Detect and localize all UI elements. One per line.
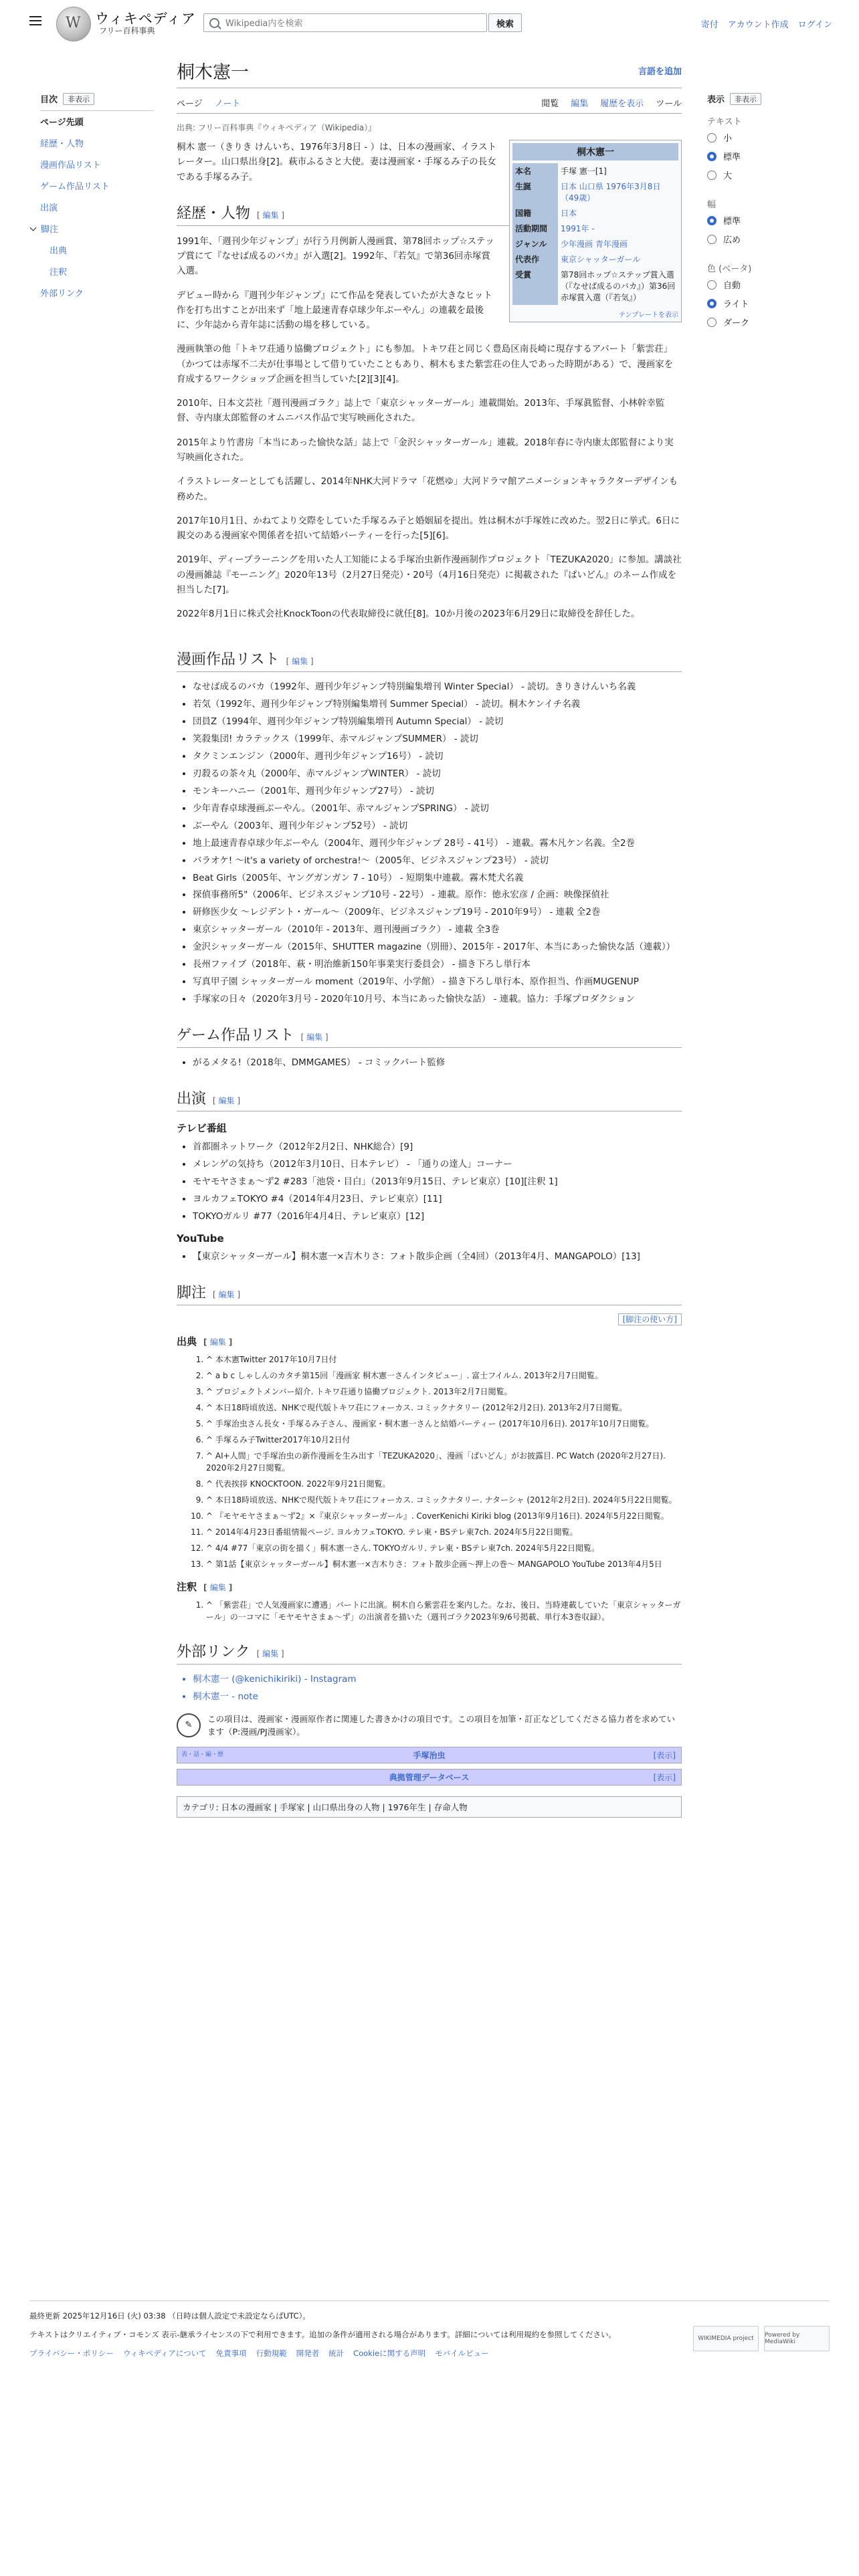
note-item: 1. ^ 「紫雲荘」で人気漫画家に遭遇」パートに出演。桐木自ら紫雲荘を案内した。なお、後日、当時連載していた「東京シャッターガール」の一コマに「モヤモヤさまぁ～ず」の出演者を描いた（週刊ゴラク2023年9/6号掲載、単行本3巻収録）。 — [206, 1599, 682, 1623]
infobox-title: 桐木憲一 — [512, 143, 678, 160]
infobox-value[interactable]: 日本 — [561, 209, 577, 218]
toc-item-games[interactable]: ゲーム作品リスト — [40, 182, 110, 192]
radio-label: 小 — [723, 134, 733, 144]
toc-item-appear[interactable]: 出演 — [40, 203, 58, 213]
external-link[interactable]: • 桐木憲一 - note — [193, 1690, 682, 1704]
category-bar[interactable]: カテゴリ: 日本の漫画家 | 手塚家 | 山口県出身の人物 | 1976年生 | 存命人物 — [177, 1796, 682, 1818]
list-item: • 長州ファイブ（2018年、萩・明治維新150年事業実行委員会） - 描き下ろし単行本 — [193, 958, 682, 972]
list-item: • なせば成るのバカ（1992年、週刊少年ジャンプ特別編集増刊 Winter Special） - 読切。きりきけんいち名義 — [193, 680, 682, 694]
toc-item-notes[interactable]: 脚注 — [41, 225, 59, 235]
edit-link[interactable]: 編集 — [218, 1095, 235, 1105]
list-item: • 少年青春卓球漫画ぶーやん。（2001年、赤マルジャンプSPRING） - 読切 — [193, 802, 682, 816]
infobox-value[interactable]: 東京シャッターガール — [561, 255, 641, 264]
infobox-value[interactable]: 日本 山口県 1976年3月8日（49歳） — [561, 182, 661, 203]
radio-label: 自動 — [723, 281, 741, 291]
edit-link[interactable]: 編集 — [262, 1649, 279, 1659]
toc-title: 目次 — [40, 95, 58, 105]
radio-large[interactable] — [707, 171, 717, 180]
list-item: • ヨルカフェTOKYO #4（2014年4月23日、テレビ東京）[11] — [193, 1192, 682, 1206]
list-item: • がるメタる!（2018年、DMMGAMES） - コミックパート監修 — [193, 1056, 682, 1070]
wikimedia-badge[interactable]: WIKIMEDIA project — [693, 2326, 759, 2351]
infobox-value[interactable]: 1991年 - — [561, 224, 595, 233]
section-games-title: ゲーム作品リスト — [177, 1027, 294, 1044]
list-item: • メレンゲの気持ち（2012年3月10日、日本テレビ） - 「通りの達人」コーナー — [193, 1158, 682, 1172]
tab-history[interactable]: 履歴を表示 — [600, 99, 644, 109]
section-manga-title: 漫画作品リスト — [177, 651, 280, 669]
logo-subtitle: フリー百科事典 — [99, 26, 155, 35]
infobox — [509, 140, 682, 322]
radio-color-light[interactable] — [707, 299, 717, 308]
radio-standard[interactable] — [707, 152, 717, 161]
width-label: 幅 — [707, 200, 717, 210]
infobox-value: 手塚 憲一[1] — [561, 167, 607, 176]
article-source: 出典: フリー百科事典『ウィキペディア（Wikipedia）』 — [177, 123, 377, 132]
section-external-title: 外部リンク — [177, 1644, 250, 1661]
appearance-title: 表示 — [707, 95, 725, 105]
youtube-subheading: YouTube — [177, 1232, 224, 1245]
infobox-key: 受賞 — [512, 267, 558, 305]
site-header — [0, 0, 859, 43]
radio-width-wide[interactable] — [707, 235, 717, 244]
tab-talk[interactable]: ノート — [214, 99, 241, 109]
list-item: • 笑殺集団! カラテックス（1999年、赤マルジャンプSUMMER） - 読切 — [193, 732, 682, 746]
paragraph: 2010年、日本文芸社「週刊漫画ゴラク」誌上で「東京シャッターガール」連載開始。2013年、手塚眞監督、小林幹幸監督、寺内康太郎監督のオムニバス作品で実写映画化された。 — [177, 398, 665, 424]
mediawiki-badge[interactable]: Powered by MediaWiki — [764, 2326, 830, 2351]
edit-link[interactable]: 編集 — [306, 1032, 323, 1042]
navbox-vte[interactable]: 表・話・編・歴 — [181, 1751, 224, 1758]
intro-paragraph: 桐木 憲一（きりき けんいち、1976年3月8日 - ）は、日本の漫画家、イラストレーター。山口県出身[2]。萩市ふるさと大使。妻は漫画家・手塚るみ子の長女である手塚るみ子。 — [177, 142, 497, 183]
infobox-key: 国籍 — [512, 205, 558, 221]
infobox-key: 本名 — [512, 163, 558, 179]
appearance-hide-button[interactable]: 非表示 — [730, 93, 761, 105]
appearance-panel — [707, 92, 828, 334]
paragraph: イラストレーターとしても活躍し、2014年NHK大河ドラマ「花燃ゆ」大河ドラマ館アニメーションキャラクターデザインも務めた。 — [177, 476, 678, 502]
search-box[interactable] — [203, 13, 487, 32]
page-title: 桐木憲一 — [177, 58, 682, 88]
table-of-contents — [40, 92, 154, 308]
infobox-key: 生誕 — [512, 179, 558, 205]
footer-link[interactable]: ウィキペディアについて — [122, 2349, 207, 2358]
reference-item: 6. ^ 手塚るみ子Twitter2017年10月2日付 — [206, 1434, 682, 1446]
user-links — [701, 17, 832, 30]
login-link[interactable]: ログイン — [797, 20, 832, 30]
section-career-title: 経歴・人物 — [177, 205, 251, 222]
tab-edit[interactable]: 編集 — [571, 99, 589, 109]
infobox-key: 代表作 — [512, 251, 558, 267]
footer-link[interactable]: Cookieに関する声明 — [353, 2349, 426, 2358]
list-item: • ぶーやん（2003年、週刊少年ジャンプ52号） - 読切 — [193, 819, 682, 833]
footer-link[interactable]: 免責事項 — [215, 2349, 247, 2358]
paragraph: 2019年、ディープラーニングを用いた人工知能による手塚治虫新作漫画制作プロジェクト「TEZUKA2020」に参加。講談社の漫画雑誌『モーニング』2020年13号（2月27日発売）・20号（4月16日発売）に掲載された『ぱいどん』のネーム作成を担当した[7]。 — [177, 554, 682, 595]
paragraph: 1991年、「週刊少年ジャンプ」が行う月例新人漫画賞、第78回ホップ☆ステップ賞にて『なせば成るのバカ』が入選[2]。1992年、『若気』で第36回赤塚賞入選。 — [177, 235, 494, 277]
toc-item-career[interactable]: 経歴・人物 — [40, 139, 84, 149]
sources-subheading: 出典 — [177, 1335, 197, 1348]
edit-link[interactable]: 編集 — [262, 210, 279, 220]
list-item: • 若気（1992年、週刊少年ジャンプ特別編集増刊 Summer Special） - 読切。桐木ケンイチ名義 — [193, 697, 682, 712]
infobox-key: 活動期間 — [512, 221, 558, 236]
navbox-show-button[interactable]: [表示] — [653, 1772, 676, 1782]
chevron-down-icon[interactable] — [30, 225, 37, 231]
reference-item: 10. ^ 『モヤモヤさまぁ～ず2』×『東京シャッターガール』. CoverKenichi Kiriki blog (2013年9月16日). 2024年5月22日閲覧。 — [206, 1510, 682, 1522]
infobox-value[interactable]: 少年漫画 青年漫画 — [561, 239, 628, 249]
edit-link[interactable]: 編集 — [292, 657, 308, 667]
toc-item-manga[interactable]: 漫画作品リスト — [40, 160, 101, 171]
tab-read[interactable]: 閲覧 — [541, 99, 559, 109]
list-item: • 東京シャッターガール（2010年 - 2013年、週刊漫画ゴラク） - 連載 全3巻 — [193, 923, 682, 937]
page-tabs — [177, 96, 682, 114]
section-notes-title: 脚注 — [177, 1285, 207, 1302]
list-item: • モヤモヤさまぁ～ず2 #283「池袋・目白」（2013年9月15日、テレビ東京）[10][注釈 1] — [193, 1175, 682, 1189]
radio-label: ライト — [723, 300, 749, 310]
list-item: • 刃殺るの茶々丸（2000年、赤マルジャンプWINTER） - 読切 — [193, 767, 682, 781]
search-button[interactable]: 検索 — [488, 13, 522, 32]
tab-tools[interactable]: ツール — [656, 99, 682, 109]
navbox-title[interactable]: 典拠管理データベース — [389, 1772, 470, 1782]
footer-link[interactable]: プライバシー・ポリシー — [29, 2349, 114, 2358]
list-item: • 写真甲子園 シャッターガール moment（2019年、小学館） - 描き下ろし単行本、原作担当、作画MUGENUP — [193, 975, 682, 989]
navbox-authority — [177, 1769, 682, 1786]
stub-text: この項目は、漫画家・漫画原作者に関連した書きかけの項目です。この項目を加筆・訂正などしてくださる協力者を求めています（P:漫画/PJ漫画家）。 — [207, 1714, 676, 1737]
reference-item: 12. ^ 4/4 #77「東京の街を描く」桐木憲一さん. TOKYOガルリ. テレ東・BSテレ東7ch. 2024年5月22日閲覧。 — [206, 1542, 682, 1554]
toc-item-top[interactable]: ページ先頭 — [40, 118, 84, 128]
list-item: • Beat Girls（2005年、ヤングガンガン 7 - 10号） - 短期集中連載。霧木梵犬名義 — [193, 871, 682, 885]
stub-notice — [177, 1713, 682, 1739]
footer-link[interactable]: 開発者 — [296, 2349, 320, 2358]
license-text: テキストはクリエイティブ・コモンズ 表示-継承ライセンスの下で利用できます。追加の条件が適用される場合があります。詳細については利用規約を参照してください。 — [29, 2330, 616, 2339]
toc-sub-notes[interactable]: 注釈 — [50, 267, 68, 278]
reference-item: 9. ^ 本日18時頃放送、NHKで現代版トキワ荘にフォーカス. コミックナタリー. ナターシャ (2012年2月2日). 2024年5月22日閲覧。 — [206, 1494, 682, 1506]
stub-icon: ✎ — [177, 1713, 201, 1737]
footer-link[interactable]: モバイルビュー — [435, 2349, 489, 2358]
toc-item-external[interactable]: 外部リンク — [40, 289, 84, 299]
tab-page[interactable]: ページ — [177, 99, 203, 109]
edit-link[interactable]: 編集 — [209, 1337, 226, 1348]
article: 桐木憲一 言語を追加 ページ ノート 閲覧 編集 履歴を表示 ツール 出典: フリー百科事典『ウィキペディア（Wikipedia）』 桐木憲一 本名 手塚 憲一[1] 生誕 日本 山口県 1976年3月8日（49歳） 国籍 日本 活動期間 1991年 - ジャンル 少年漫画 青年漫画 代表作 東京シャッターガール 受賞 第78回ホップ☆ステップ賞入選（『なせば成るのバカ』）第36回赤塚賞入選（『若気』） テンプレートを表示 桐木 憲一（きりき けんいち、1976年3月8日 - ）は、日本の漫画家、イラストレーター。山口県出身[2]。萩市ふるさと大使。妻は漫画家・手塚るみ子の長女である手塚るみ子。 経歴・人物 [ 編集 ] 1991年、「週刊少年ジャンプ」が行う月例新人漫画賞、第78回ホップ☆ステップ賞にて『なせば成るのバカ』が入選[2]。1992年、『若気』で第36回赤塚賞入選。 デビュー時から『週刊少年ジャンプ』にて作品を発表していたが大きなヒット作を打ち出すことが出来ず「地上最速青春卓球少年ぶーやん」の連載を最後に、少年誌から青年誌に活動の場を移している。 漫画執筆の他「トキワ荘通り協働プロジェクト」にも参加。トキワ荘と同じく豊島区南長崎に現存するアパート「紫雲荘」（かつては赤塚不二夫が仕事場として借りていたこともあり、桐木もまた紫雲荘の住人であった時期がある）で、漫画家を育成するワークショップ企画を担当していた[2][3][4]。 2010年、日本文芸社「週刊漫画ゴラク」誌上で「東京シャッターガール」連載開始。2013年、手塚眞監督、小林幹幸監督、寺内康太郎監督のオムニバス作品で実写映画化された。 2015年より竹書房「本当にあった愉快な話」誌上で「金沢シャッターガール」連載。2018年春に寺内康太郎監督により実写映画化された。 イラストレーターとしても活躍し、2014年NHK大河ドラマ「花燃ゆ」大河ドラマ館アニメーションキャラクターデザインも務めた。 2017年10月1日、かねてより交際をしていた手塚るみ子と婚姻届を提出。姓は桐木が手塚姓に改めた。翌2日に挙式。6日に親交のある漫画家や関係者を招いて結婚パーティーを行った[5][6]。 2019年、ディープラーニングを用いた人工知能による手塚治虫新作漫画制作プロジェクト「TEZUKA2020」に参加。講談社の漫画雑誌『モーニング』2020年13号（2月27日発売）・20号（4月16日発売）に掲載された『ぱいどん』のネーム作成を担当した[7]。 2022年8月1日に株式会社KnockToonの代表取締役に就任[8]。10か月後の2023年6月29日に取締役を辞任した。 漫画作品リスト [ 編集 ] • なせば成るのバカ（1992年、週刊少年ジャンプ特別編集増刊 Winter Special） - 読切。きりきけんいち名義 • 若気（1992年、週刊少年ジャンプ特別編集増刊 Summer Special） - 読切。桐木ケンイチ名義 • 団員Z（1994年、週刊少年ジャンプ特別編集増刊 Autumn Special） - 読切 • 笑殺集団! カラテックス（1999年、赤マルジャンプSUMMER） - 読切 • タクミンエンジン（2000年、週刊少年ジャンプ16号） - 読切 • 刃殺るの茶々丸（2000年、赤マルジャンプWINTER） - 読切 • モンキーハニー（2001年、週刊少年ジャンプ27号） - 読切 • 少年青春卓球漫画ぶーやん。（2001年、赤マルジャンプSPRING） - 読切 • ぶーやん（2003年、週刊少年ジャンプ52号） - 読切 • 地上最速青春卓球少年ぶーやん（2004年、週刊少年ジャンプ 28号 - 41号） - 連載。霧木凡ケン名義。全2巻 • バラオケ! 〜it's a variety of orchestra!〜（2005年、ビジネスジャンプ23号） - 読切 • Beat Girls（2005年、ヤングガンガン 7 - 10号） - 短期集中連載。霧木梵犬名義 • 探偵事務所5"（2006年、ビジネスジャンプ10号 - 22号） - 連載。原作：徳永宏彦 / 企画：映像探偵社 • 研修医少女 〜レジデント・ガール〜（2009年、ビジネスジャンプ19号 - 2010年9号） - 連載 全2巻 • 東京シャッターガール（2010年 - 2013年、週刊漫画ゴラク） - 連載 全3巻 • 金沢シャッターガール（2015年、SHUTTER magazine（別冊）、2015年 - 2017年、本当にあった愉快な話（連載）） • 長州ファイブ（2018年、萩・明治維新150年事業実行委員会） - 描き下ろし単行本 • 写真甲子園 シャッターガール moment（2019年、小学館） - 描き下ろし単行本、原作担当、作画MUGENUP • 手塚家の日々（2020年3月号 - 2020年10月号、本当にあった愉快な話） - 連載。協力：手塚プロダクション ゲーム作品リスト [ 編集 ] • がるメタる!（2018年、DMMGAMES） - コミックパート監修 出演 [ 編集 ] テレビ番組 • 首都圏ネットワーク（2012年2月2日、NHK総合）[9] • メレンゲの気持ち（2012年3月10日、日本テレビ） - 「通りの達人」コーナー • モヤモヤさまぁ～ず2 #283「池袋・目白」（2013年9月15日、テレビ東京）[10][注釈 1] • ヨルカフェTOKYO #4（2014年4月23日、テレビ東京）[11] • TOKYOガルリ #77（2016年4月4日、テレビ東京）[12] YouTube • 【東京シャッターガール】桐木憲一×吉木りさ：フォト散歩企画（全4回）（2013年4月、MANGAPOLO）[13] 脚注 [ 編集 ] [脚注の使い方] 出典 [ 編集 ] 1. ^ 本木憲Twitter 2017年10月7日付 2. ^ a b c しゃしんのカタチ第15回「漫画家 桐木憲一さんインタビュー」. 富士フイルム. 2013年2月7日閲覧。 3. ^ プロジェクトメンバー紹介. トキワ荘通り協働プロジェクト. 2013年2月7日閲覧。 4. ^ 本日18時頃放送、NHKで現代版トキワ荘にフォーカス. コミックナタリー (2012年2月2日). 2013年2月7日閲覧。 5. ^ 手塚治虫さん長女・手塚るみ子さん、漫画家・桐木憲一さんと結婚パーティー (2017年10月6日). 2017年10月7日閲覧。 6. ^ 手塚るみ子Twitter2017年10月2日付 7. ^ AI+人間」で手塚治虫の新作漫画を生み出す「TEZUKA2020」、漫画「ぱいどん」がお披露目. PC Watch (2020年2月27日). 2020年2月27日閲覧。 8. ^ 代表挨拶 KNOCKTOON. 2022年9月21日閲覧。 9. ^ 本日18時頃放送、NHKで現代版トキワ荘にフォーカス. コミックナタリー. ナターシャ (2012年2月2日). 2024年5月22日閲覧。 10. ^ 『モヤモヤさまぁ～ず2』×『東京シャッターガール』. CoverKenichi Kiriki blog (2013年9月16日). 2024年5月22日閲覧。 11. ^ 2014年4月23日番組情報ページ. ヨルカフェTOKYO. テレ東・BSテレ東7ch. 2024年5月22日閲覧。 12. ^ 4/4 #77「東京の街を描く」桐木憲一さん. TOKYOガルリ. テレ東・BSテレ東7ch. 2024年5月22日閲覧。 13. ^ 第1話【東京シャッターガール】桐木憲一×吉木りさ：フォト散歩企画〜押上の巻〜 MANGAPOLO YouTube 2013年4月5日 注釈 [ 編集 ] 1. ^ 「紫雲荘」で人気漫画家に遭遇」パートに出演。桐木自ら紫雲荘を案内した。なお、後日、当時連載していた「東京シャッターガール」の一コマに「モヤモヤさまぁ～ず」の出演者を描いた（週刊ゴラク2023年9/6号掲載、単行本3巻収録）。 外部リンク [ 編集 ] • 桐木憲一 (@kenichikiriki) - Instagram • 桐木憲一 - note ✎ この項目は、漫画家・漫画原作者に関連した書きかけの項目です。この項目を加筆・訂正などしてくださる協力者を求めています（P:漫画/PJ漫画家）。 表・話・編・歴 手塚治虫 [表示] 典拠管理データベース [表示] カテゴリ: 日本の漫画家 | 手塚家 | 山口県出身の人物 | 1976年生 | 存命人物 — [177, 58, 682, 1818]
reference-item: 11. ^ 2014年4月23日番組情報ページ. ヨルカフェTOKYO. テレ東・BSテレ東7ch. 2024年5月22日閲覧。 — [206, 1526, 682, 1538]
radio-color-auto[interactable] — [707, 280, 717, 290]
list-item: • TOKYOガルリ #77（2016年4月4日、テレビ東京）[12] — [193, 1210, 682, 1224]
reference-item: 8. ^ 代表挨拶 KNOCKTOON. 2022年9月21日閲覧。 — [206, 1478, 682, 1490]
menu-icon[interactable] — [27, 12, 44, 29]
color-label: 色 (ベータ) — [707, 264, 752, 274]
donate-link[interactable]: 寄付 — [700, 20, 719, 30]
external-link[interactable]: • 桐木憲一 (@kenichikiriki) - Instagram — [193, 1673, 682, 1687]
paragraph: 漫画執筆の他「トキワ荘通り協働プロジェクト」にも参加。トキワ荘と同じく豊島区南長崎に現存するアパート「紫雲荘」（かつては赤塚不二夫が仕事場として借りていたこともあり、桐木もまた紫雲荘の住人であった時期がある）で、漫画家を育成するワークショップ企画を担当していた[2][3][4]。 — [177, 344, 674, 385]
radio-width-standard[interactable] — [707, 216, 717, 225]
show-template-link[interactable]: テンプレートを表示 — [618, 312, 678, 319]
list-item: • モンキーハニー（2001年、週刊少年ジャンプ27号） - 読切 — [193, 784, 682, 798]
radio-label: 広め — [723, 235, 741, 245]
list-item: • バラオケ! 〜it's a variety of orchestra!〜（2005年、ビジネスジャンプ23号） - 読切 — [193, 854, 682, 868]
reference-item: 1. ^ 本木憲Twitter 2017年10月7日付 — [206, 1354, 682, 1366]
list-item: • 地上最速青春卓球少年ぶーやん（2004年、週刊少年ジャンプ 28号 - 41号） - 連載。霧木凡ケン名義。全2巻 — [193, 837, 682, 851]
last-updated: 最終更新 2025年12月16日 (火) 03:38 （日時は個人設定で未設定ならばUTC）。 — [29, 2311, 310, 2321]
reference-item: 3. ^ プロジェクトメンバー紹介. トキワ荘通り協働プロジェクト. 2013年2月7日閲覧。 — [206, 1386, 682, 1398]
create-account-link[interactable]: アカウント作成 — [727, 20, 789, 30]
list-item: • 研修医少女 〜レジデント・ガール〜（2009年、ビジネスジャンプ19号 - 2010年9号） - 連載 全2巻 — [193, 905, 682, 920]
list-item: • 団員Z（1994年、週刊少年ジャンプ特別編集増刊 Autumn Special） - 読切 — [193, 715, 682, 729]
notes-subheading: 注釈 — [177, 1581, 197, 1594]
logo-title[interactable]: ウィキペディア — [95, 11, 197, 27]
reference-item: 13. ^ 第1話【東京シャッターガール】桐木憲一×吉木りさ：フォト散歩企画〜押上の巻〜 MANGAPOLO YouTube 2013年4月5日 — [206, 1558, 682, 1570]
radio-label: 大 — [723, 171, 733, 181]
edit-link[interactable]: 編集 — [218, 1290, 235, 1300]
radio-label: 標準 — [723, 217, 741, 227]
search-input[interactable] — [224, 16, 481, 31]
radio-label: 標準 — [723, 152, 741, 163]
list-item: • 探偵事務所5"（2006年、ビジネスジャンプ10号 - 22号） - 連載。原作：徳永宏彦 / 企画：映像探偵社 — [193, 888, 682, 902]
list-item: • 【東京シャッターガール】桐木憲一×吉木りさ：フォト散歩企画（全4回）（2013年4月、MANGAPOLO）[13] — [193, 1250, 682, 1264]
radio-label: ダーク — [723, 318, 750, 328]
list-item: • 首都圏ネットワーク（2012年2月2日、NHK総合）[9] — [193, 1140, 682, 1154]
footnote-help-link[interactable]: [脚注の使い方] — [618, 1313, 682, 1325]
paragraph: 2017年10月1日、かねてより交際をしていた手塚るみ子と婚姻届を提出。姓は桐木が手塚姓に改めた。翌2日に挙式。6日に親交のある漫画家や関係者を招いて結婚パーティーを行った[5][6]。 — [177, 515, 680, 542]
reference-item: 4. ^ 本日18時頃放送、NHKで現代版トキワ荘にフォーカス. コミックナタリー (2012年2月2日). 2013年2月7日閲覧。 — [206, 1402, 682, 1414]
toc-sub-sources[interactable]: 出典 — [50, 246, 68, 256]
infobox-value: 第78回ホップ☆ステップ賞入選（『なせば成るのバカ』）第36回赤塚賞入選（『若気』） — [561, 270, 676, 302]
text-size-label: テキスト — [707, 117, 742, 127]
paragraph: デビュー時から『週刊少年ジャンプ』にて作品を発表していたが大きなヒット作を打ち出すことが出来ず「地上最速青春卓球少年ぶーやん」の連載を最後に、少年誌から青年誌に活動の場を移している。 — [177, 290, 492, 331]
infobox-key: ジャンル — [512, 236, 558, 251]
search-icon — [209, 18, 219, 28]
list-item: • 手塚家の日々（2020年3月号 - 2020年10月号、本当にあった愉快な話） - 連載。協力：手塚プロダクション — [193, 992, 682, 1006]
list-item: • 金沢シャッターガール（2015年、SHUTTER magazine（別冊）、2015年 - 2017年、本当にあった愉快な話（連載）） — [193, 940, 682, 954]
list-item: • タクミンエンジン（2000年、週刊少年ジャンプ16号） - 読切 — [193, 750, 682, 764]
manga-list — [177, 680, 682, 1006]
section-appear-title: 出演 — [177, 1090, 207, 1107]
navbox-tezuka — [177, 1747, 682, 1763]
radio-color-dark[interactable] — [707, 318, 717, 327]
reference-list — [177, 1354, 682, 1570]
footer-link[interactable]: 統計 — [328, 2349, 345, 2358]
toc-hide-button[interactable]: 非表示 — [63, 93, 94, 105]
radio-small[interactable] — [707, 133, 717, 142]
edit-link[interactable]: 編集 — [209, 1583, 226, 1593]
page-footer — [29, 2300, 830, 2359]
navbox-show-button[interactable]: [表示] — [653, 1750, 676, 1760]
reference-item: 5. ^ 手塚治虫さん長女・手塚るみ子さん、漫画家・桐木憲一さんと結婚パーティー (2017年10月6日). 2017年10月7日閲覧。 — [206, 1418, 682, 1430]
paragraph: 2022年8月1日に株式会社KnockToonの代表取締役に就任[8]。10か月後の2023年6月29日に取締役を辞任した。 — [177, 609, 640, 620]
tv-subheading: テレビ番組 — [177, 1121, 227, 1134]
wikipedia-globe-logo[interactable] — [56, 7, 91, 41]
paragraph: 2015年より竹書房「本当にあった愉快な話」誌上で「金沢シャッターガール」連載。2018年春に寺内康太郎監督により実写映画化された。 — [177, 437, 674, 463]
navbox-title[interactable]: 手塚治虫 — [413, 1750, 446, 1760]
add-language-button[interactable]: 言語を追加 — [638, 67, 682, 77]
reference-item: 7. ^ AI+人間」で手塚治虫の新作漫画を生み出す「TEZUKA2020」、漫画「ぱいどん」がお披露目. PC Watch (2020年2月27日). 2020年2月27日閲覧。 — [206, 1450, 682, 1474]
reference-item: 2. ^ a b c しゃしんのカタチ第15回「漫画家 桐木憲一さんインタビュー」. 富士フイルム. 2013年2月7日閲覧。 — [206, 1370, 682, 1382]
footer-link[interactable]: 行動規範 — [256, 2349, 287, 2358]
